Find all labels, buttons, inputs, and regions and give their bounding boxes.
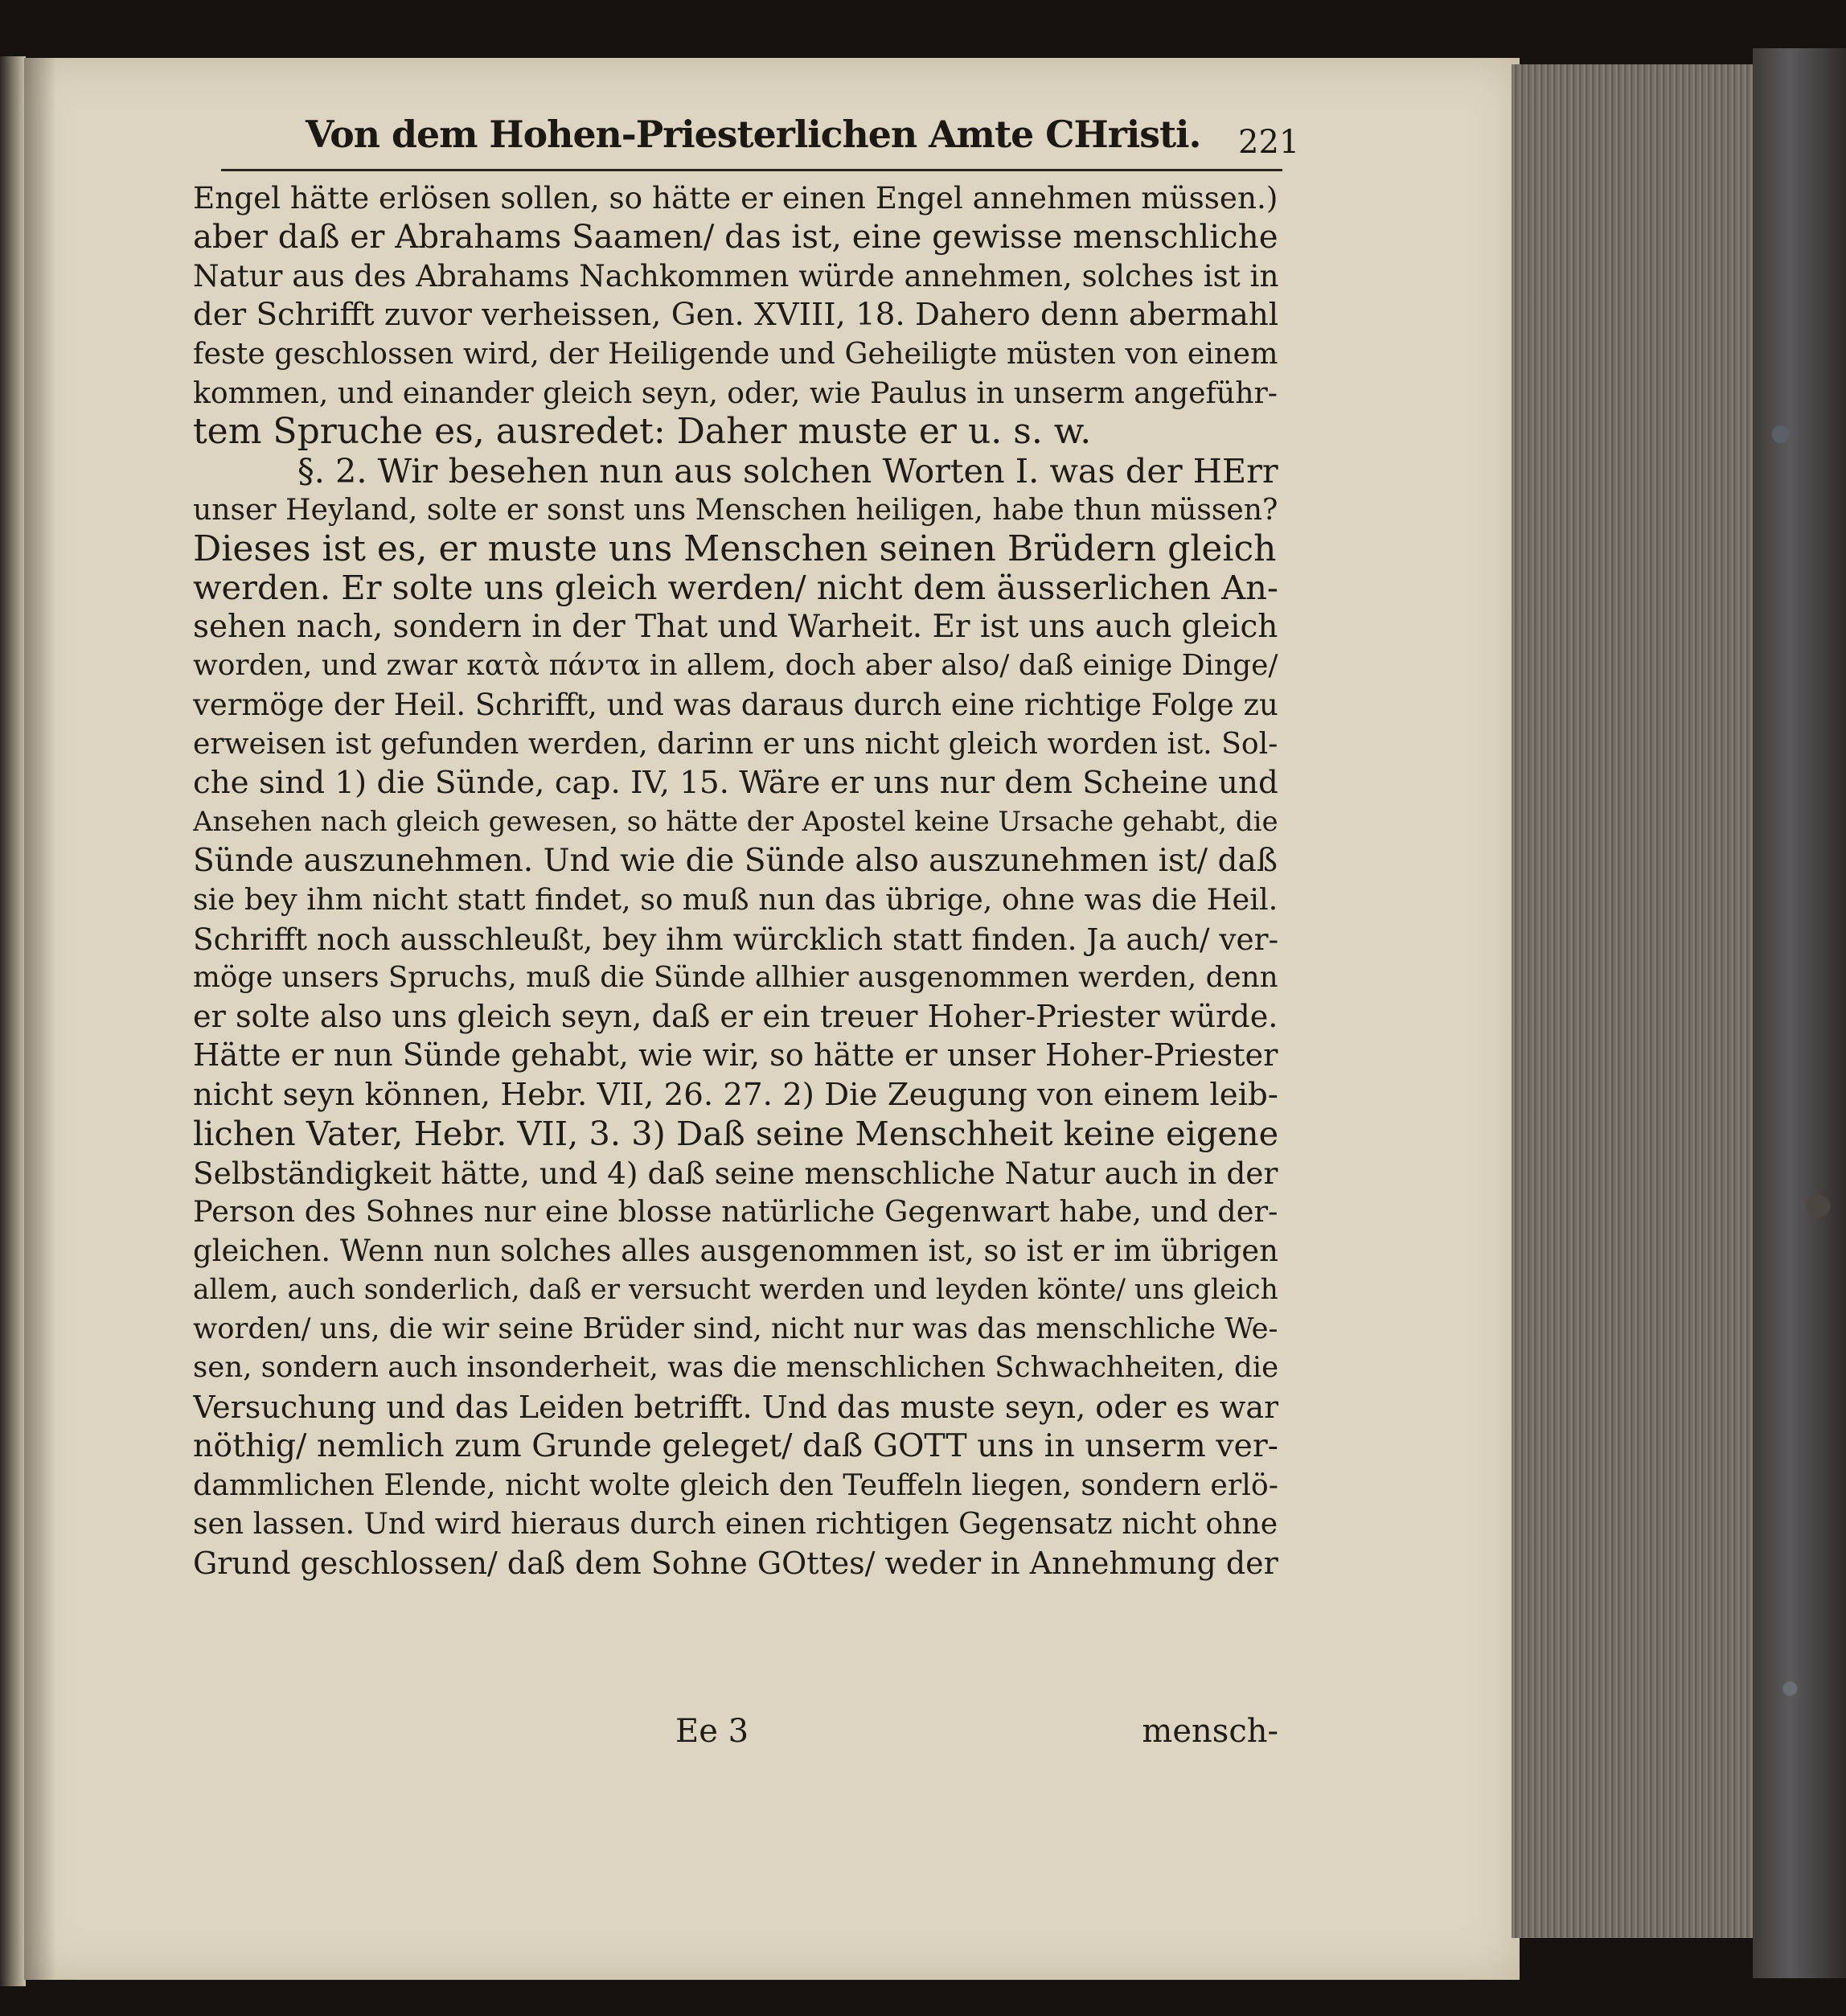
page-footer (193, 1713, 1278, 1753)
text-line: worden/ uns, die wir seine Brüder sind, nicht nur was das menschliche We- (193, 1312, 1278, 1345)
signature-mark: Ee 3 (675, 1713, 749, 1750)
text-line: sen, sondern auch insonderheit, was die menschlichen Schwachheiten, die (193, 1351, 1278, 1384)
text-line: lichen Vater, Hebr. VII, 3. 3) Daß seine Menschheit keine eigene (193, 1115, 1278, 1153)
page-number: 221 (1238, 124, 1300, 161)
catchword: mensch- (1142, 1713, 1278, 1750)
text-line: kommen, und einander gleich seyn, oder, wie Paulus in unserm angeführ- (193, 375, 1278, 410)
text-line: tem Spruche es, ausredet: Daher muste er u. s. w. (193, 413, 1092, 452)
text-line: Selbständigkeit hätte, und 4) daß seine menschliche Natur auch in der (193, 1155, 1278, 1191)
running-title: Von dem Hohen-Priesterlichen Amte CHristi. (306, 113, 1201, 156)
text-line: werden. Er solte uns gleich werden/ nicht dem äusserlichen An- (193, 569, 1278, 607)
text-line: Hätte er nun Sünde gehabt, wie wir, so hätte er unser Hoher-Priester (193, 1038, 1278, 1074)
text-line: vermöge der Heil. Schrifft, und was daraus durch eine richtige Folge zu (193, 687, 1278, 722)
text-line: sie bey ihm nicht statt findet, so muß nun das übrige, ohne was die Heil. (193, 882, 1278, 917)
text-line: gleichen. Wenn nun solches alles ausgenommen ist, so ist er im übrigen (193, 1233, 1278, 1268)
text-line: nicht seyn können, Hebr. VII, 26. 27. 2) Die Zeugung von einem leib- (193, 1076, 1278, 1113)
body-text (193, 179, 1278, 1583)
text-line: worden, und zwar κατὰ πάντα in allem, doch aber also/ daß einige Dinge/ (193, 649, 1278, 682)
gutter-shadow (24, 58, 56, 1980)
text-line: sen lassen. Und wird hieraus durch einen richtigen Gegensatz nicht ohne (193, 1506, 1278, 1541)
text-line: Ansehen nach gleich gewesen, so hätte der Apostel keine Ursache gehabt, die (193, 806, 1278, 838)
text-line: möge unsers Spruchs, muß die Sünde allhier ausgenommen werden, denn (193, 961, 1278, 994)
text-line: dammlichen Elende, nicht wolte gleich den Teuffeln liegen, sondern erlö- (193, 1467, 1278, 1502)
text-line: Grund geschlossen/ daß dem Sohne GOttes/ weder in Annehmung der (193, 1545, 1278, 1581)
text-line: er solte also uns gleich seyn, daß er ein treuer Hoher-Priester würde. (193, 999, 1278, 1035)
text-line: Dieses ist es, er muste uns Menschen seinen Brüdern gleich (193, 529, 1277, 569)
text-line: Sünde auszunehmen. Und wie die Sünde also auszunehmen ist/ daß (193, 842, 1278, 879)
left-page-edge (0, 56, 26, 1986)
page-edges (1512, 64, 1758, 1938)
text-line: Schrifft noch ausschleußt, bey ihm würcklich statt finden. Ja auch/ ver- (193, 921, 1278, 957)
text-line: che sind 1) die Sünde, cap. IV, 15. Wäre er uns nur dem Scheine und (193, 764, 1278, 801)
paragraph-start-line: §. 2. Wir besehen nun aus solchen Worten I. was der HErr (297, 451, 1278, 491)
text-line: unser Heyland, solte er sonst uns Menschen heiligen, habe thun müssen? (193, 492, 1278, 527)
text-line: feste geschlossen wird, der Heiligende und Geheiligte müsten von einem (193, 336, 1278, 371)
text-line: Person des Sohnes nur eine blosse natürliche Gegenwart habe, und der- (193, 1194, 1278, 1229)
running-header (306, 113, 1319, 169)
text-line: erweisen ist gefunden werden, darinn er uns nicht gleich worden ist. Sol- (193, 726, 1278, 761)
text-line: Natur aus des Abrahams Nachkommen würde annehmen, solches ist in (193, 258, 1278, 294)
text-line: allem, auch sonderlich, daß er versucht werden und leyden könte/ uns gleich (193, 1274, 1278, 1306)
book-cover (1753, 48, 1846, 1978)
text-line: sehen nach, sondern in der That und Warheit. Er ist uns auch gleich (193, 608, 1278, 645)
text-line: Engel hätte erlösen sollen, so hätte er einen Engel annehmen müssen.) (193, 180, 1278, 216)
text-line: Versuchung und das Leiden betrifft. Und das muste seyn, oder es war (193, 1389, 1278, 1425)
text-line: aber daß er Abrahams Saamen/ das ist, eine gewisse menschliche (193, 217, 1278, 256)
text-line: nöthig/ nemlich zum Grunde geleget/ daß GOTT uns in unserm ver- (193, 1427, 1278, 1464)
text-line: der Schrifft zuvor verheissen, Gen. XVIII, 18. Dahero denn abermahl (193, 296, 1278, 333)
header-rule (221, 169, 1282, 171)
